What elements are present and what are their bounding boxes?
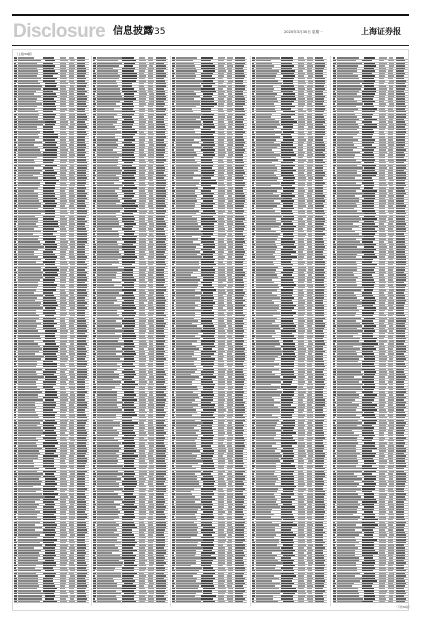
newspaper-masthead: 上海证券报 xyxy=(361,26,401,37)
page-number: /35 xyxy=(151,26,165,38)
continued-from-caption: （上接34版） xyxy=(15,52,34,57)
page-header xyxy=(12,20,409,44)
top-rule xyxy=(12,14,409,16)
section-title: 信息披露 xyxy=(113,26,153,38)
header-rule xyxy=(12,45,409,46)
table-column-2 xyxy=(93,57,168,605)
publication-date: 2020年3月30日 星期一 xyxy=(284,29,323,35)
table-row-rule xyxy=(14,602,89,603)
section-name: Disclosure xyxy=(13,22,105,42)
table-column-1 xyxy=(14,57,89,605)
column-divider xyxy=(91,56,92,606)
